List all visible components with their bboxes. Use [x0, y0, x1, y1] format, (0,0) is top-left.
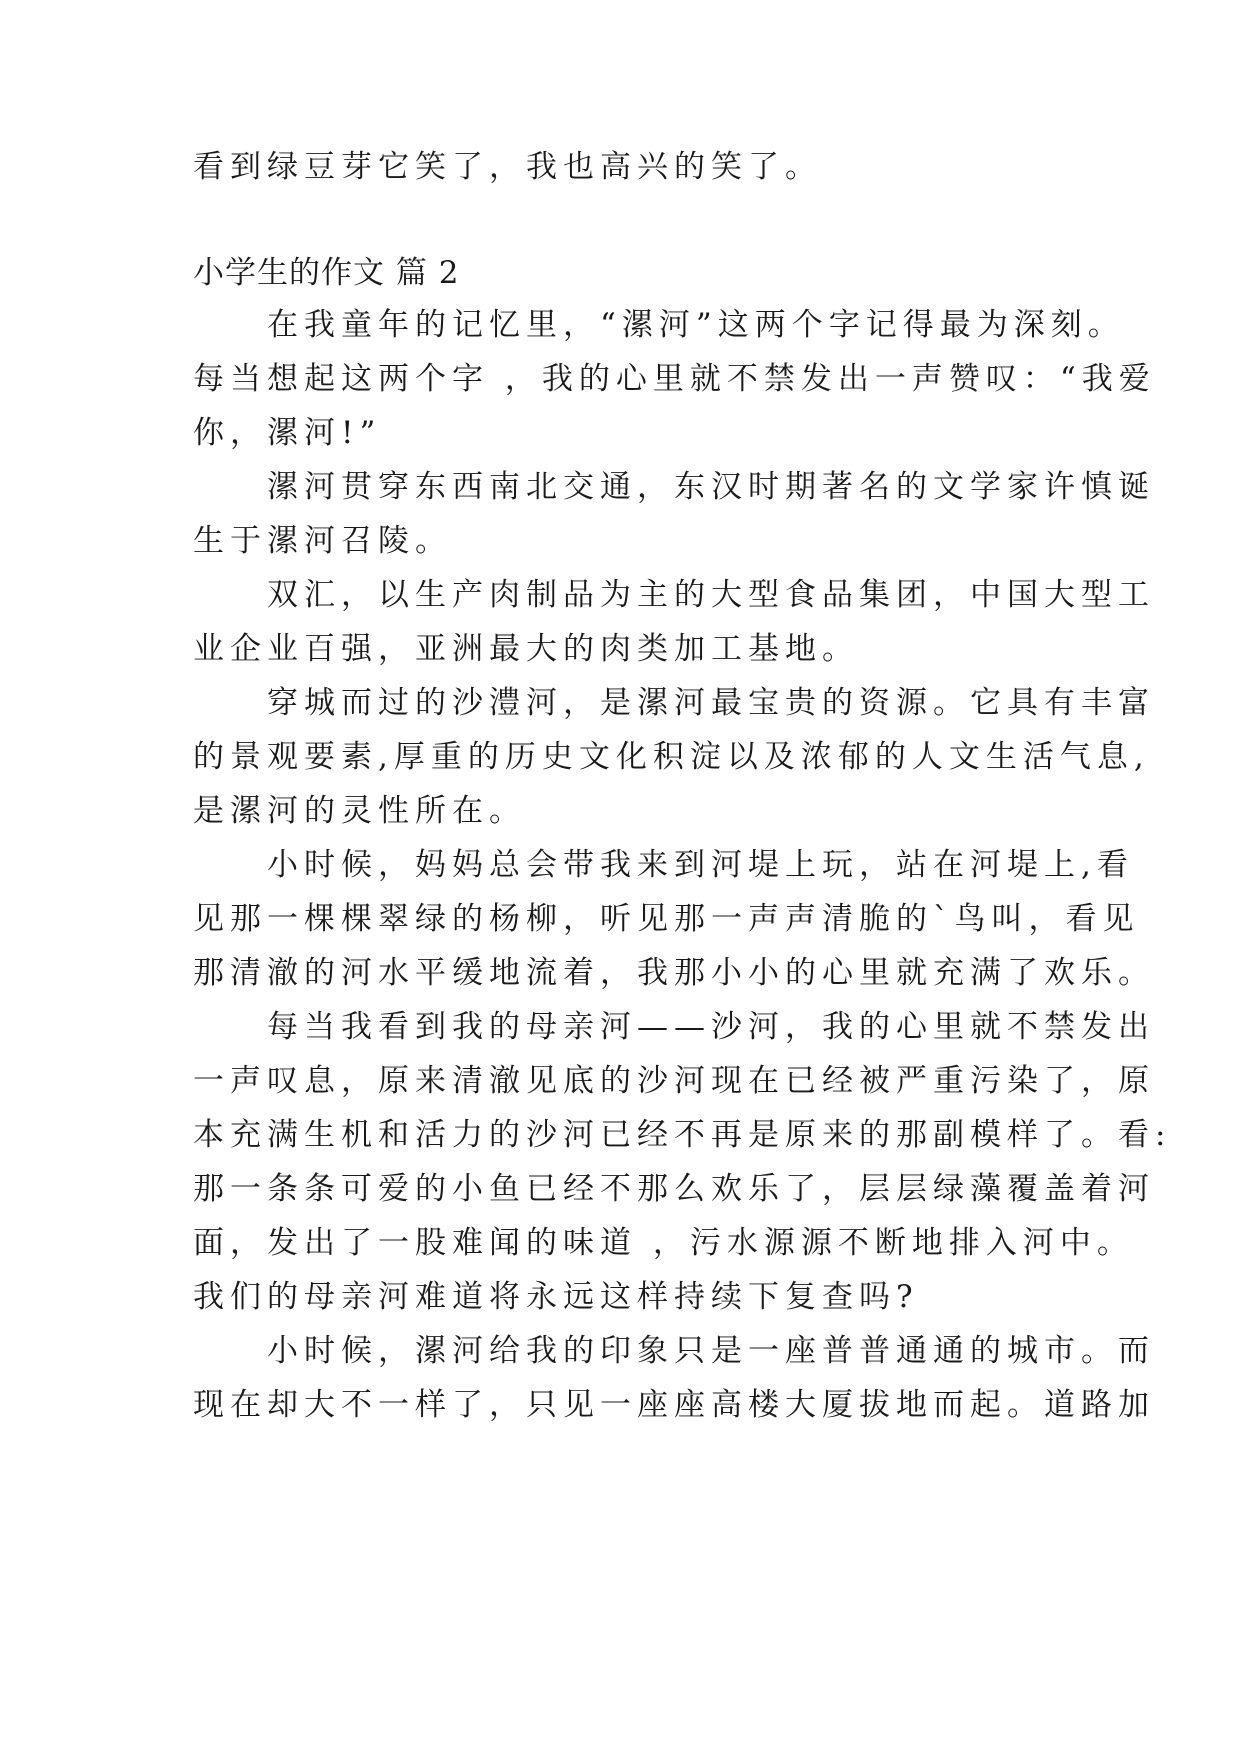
text-line-8: 双汇，以生产肉制品为主的大型食品集团，中国大型工: [193, 577, 1155, 613]
text-line-11: 的景观要素,厚重的历史文化积淀以及浓郁的人文生活气息,: [193, 739, 1150, 775]
text-line-23: 现在却大不一样了，只见一座座高楼大厦拔地而起。道路加: [193, 1387, 1155, 1423]
text-line-10: 穿城而过的沙澧河，是漯河最宝贵的资源。它具有丰富: [193, 685, 1155, 721]
text-line-19: 那一条条可爱的小鱼已经不那么欢乐了，层层绿藻覆盖着河: [193, 1171, 1155, 1207]
text-line-16: 每当我看到我的母亲河——沙河，我的心里就不禁发出: [193, 1009, 1155, 1045]
text-line-20: 面，发出了一股难闻的味道 ，污水源源不断地排入河中。: [193, 1225, 1134, 1261]
text-line-18: 本充满生机和活力的沙河已经不再是原来的那副模样了。看:: [193, 1117, 1172, 1153]
text-line-15: 那清澈的河水平缓地流着，我那小小的心里就充满了欢乐。: [193, 955, 1155, 991]
section-heading: 小学生的作文 篇 2: [193, 255, 460, 291]
text-line-4: 每当想起这两个字 ，我的心里就不禁发出一声赞叹：“我爱: [193, 361, 1156, 397]
text-line-13: 小时候，妈妈总会带我来到河堤上玩，站在河堤上,看: [193, 847, 1134, 883]
text-line-1: 看到绿豆芽它笑了，我也高兴的笑了。: [193, 149, 822, 185]
text-line-6: 漯河贯穿东西南北交通，东汉时期著名的文学家许慎诞: [193, 469, 1155, 505]
text-line-17: 一声叹息，原来清澈见底的沙河现在已经被严重污染了，原: [193, 1063, 1155, 1099]
text-line-7: 生于漯河召陵。: [193, 523, 452, 559]
text-line-21: 我们的母亲河难道将永远这样持续下复查吗?: [193, 1279, 919, 1315]
text-line-12: 是漯河的灵性所在。: [193, 793, 526, 829]
text-line-22: 小时候，漯河给我的印象只是一座普普通通的城市。而: [193, 1333, 1155, 1369]
text-line-9: 业企业百强，亚洲最大的肉类加工基地。: [193, 631, 859, 667]
text-line-3: 在我童年的记忆里，“漯河”这两个字记得最为深刻。: [193, 307, 1125, 343]
text-line-14: 见那一棵棵翠绿的杨柳，听见那一声声清脆的`鸟叫，看见: [193, 901, 1140, 937]
text-line-5: 你，漯河!”: [193, 415, 382, 451]
